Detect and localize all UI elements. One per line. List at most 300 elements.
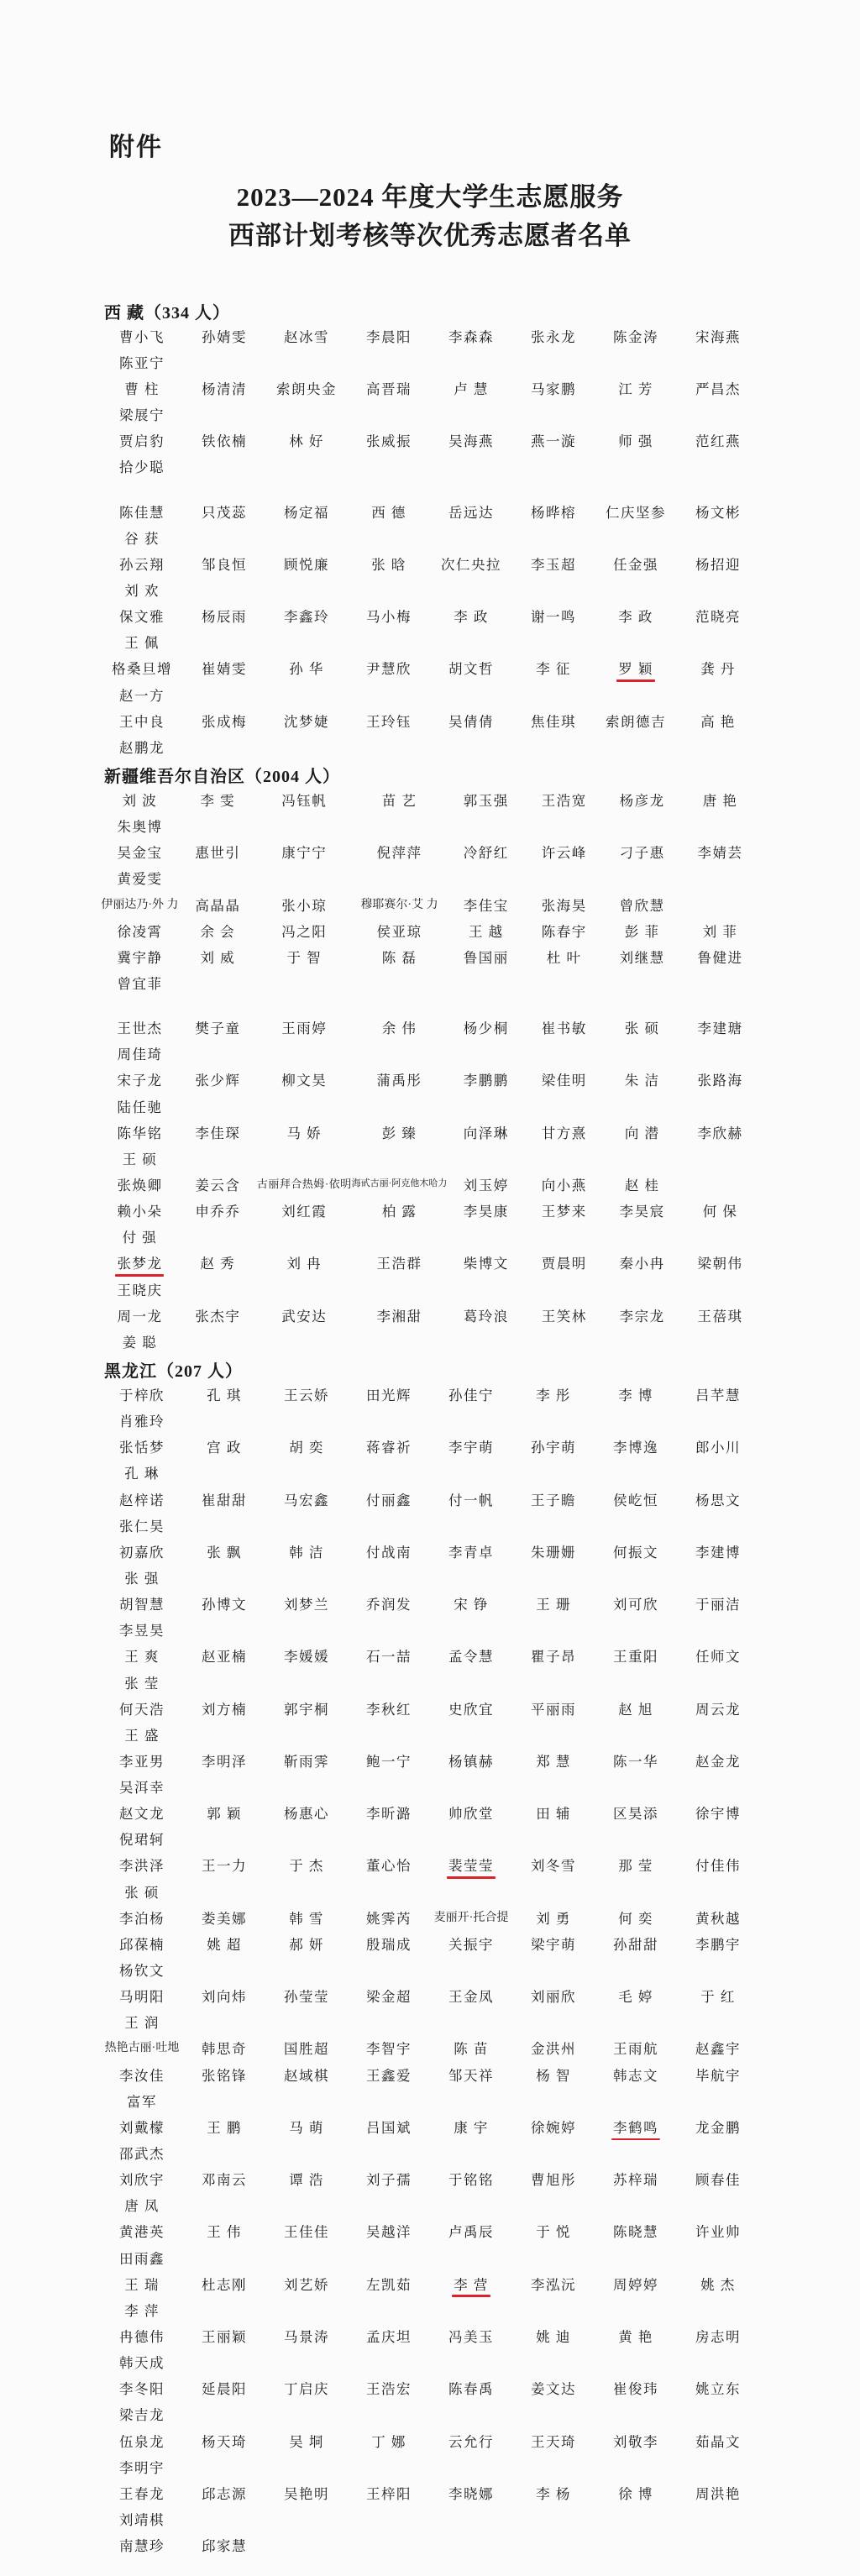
grid-spacer — [595, 1624, 677, 1640]
volunteer-name-text: 王天琦 — [531, 2433, 576, 2450]
volunteer-name — [430, 382, 512, 399]
grid-spacer — [681, 977, 759, 994]
grid-spacer — [265, 2408, 348, 2425]
volunteer-name-text: 梁吉龙 — [119, 2407, 165, 2424]
volunteer-name-text: 陈 磊 — [381, 949, 417, 966]
volunteer-name-text: 王笑林 — [541, 1308, 587, 1325]
volunteer-name — [525, 951, 603, 968]
volunteer-name-text: 孔 琳 — [124, 1466, 160, 1482]
grid-spacer — [348, 689, 430, 706]
volunteer-name — [430, 1912, 512, 1928]
volunteer-name — [595, 1493, 677, 1510]
volunteer-name — [525, 794, 603, 811]
volunteer-name-text: 李佳琛 — [195, 1125, 241, 1141]
grid-spacer — [525, 1100, 603, 1117]
grid-spacer — [512, 532, 595, 548]
volunteer-name — [183, 2121, 265, 2138]
volunteer-name-text: 吴海燕 — [448, 433, 494, 450]
volunteer-name-text: 高晶晶 — [195, 897, 241, 914]
grid-spacer — [430, 2408, 512, 2425]
volunteer-name — [101, 1309, 179, 1326]
volunteer-name-text: 古丽拜合热姆·依明 — [256, 1177, 352, 1190]
grid-spacer — [348, 2095, 430, 2112]
volunteer-name — [101, 1466, 183, 1483]
volunteer-name-text: 贾晨明 — [541, 1256, 587, 1272]
volunteer-name — [348, 1912, 430, 1928]
volunteer-name — [265, 2330, 348, 2347]
volunteer-name — [603, 1178, 681, 1195]
volunteer-name-text: 伍泉龙 — [119, 2433, 165, 2450]
volunteer-name — [101, 925, 179, 942]
volunteer-name-text: 张永龙 — [531, 328, 576, 345]
volunteer-name-text: 黄秋越 — [695, 1910, 741, 1927]
grid-spacer — [677, 2016, 759, 2033]
volunteer-name-text: 瞿子昂 — [531, 1649, 576, 1666]
grid-spacer — [595, 2513, 677, 2530]
grid-spacer — [183, 2199, 265, 2216]
volunteer-name-text: 赖小朵 — [117, 1204, 163, 1220]
grid-spacer — [595, 2147, 677, 2164]
volunteer-name-text: 谭 浩 — [289, 2172, 324, 2189]
volunteer-name-text: 于 杰 — [289, 1858, 324, 1875]
volunteer-name-text: 李洪泽 — [119, 1858, 165, 1875]
page-title-line-2: 西部计划考核等次优秀志愿者名单 — [228, 220, 632, 250]
grid-spacer — [677, 1964, 759, 1981]
volunteer-name — [101, 2539, 183, 2556]
name-grid — [101, 1388, 759, 2556]
grid-spacer — [447, 1283, 525, 1300]
volunteer-name — [430, 2278, 512, 2295]
grid-spacer — [348, 460, 430, 477]
grid-spacer — [348, 2252, 430, 2269]
volunteer-name-text: 李冬阳 — [119, 2381, 165, 2398]
grid-spacer — [681, 872, 759, 889]
grid-spacer — [352, 1047, 448, 1064]
volunteer-name-text: 李宗龙 — [619, 1308, 665, 1325]
volunteer-name — [101, 1152, 179, 1169]
volunteer-name — [183, 434, 265, 451]
volunteer-name — [183, 558, 265, 574]
grid-spacer — [265, 2095, 348, 2112]
volunteer-name-text: 李智宇 — [366, 2041, 412, 2058]
volunteer-name — [352, 846, 448, 863]
volunteer-name-text: 刘可欣 — [613, 1597, 658, 1613]
grid-spacer — [430, 408, 512, 425]
volunteer-name — [512, 434, 595, 451]
volunteer-name-text: 梁佳明 — [541, 1073, 587, 1089]
volunteer-name-text: 邹天祥 — [448, 2067, 494, 2084]
grid-spacer — [681, 1335, 759, 1352]
volunteer-name-text: 邱志源 — [202, 2485, 247, 2502]
volunteer-name — [348, 2173, 430, 2190]
volunteer-name — [512, 610, 595, 627]
grid-spacer — [595, 356, 677, 373]
grid-spacer — [677, 1571, 759, 1588]
volunteer-name-text: 李婧芸 — [697, 845, 743, 862]
grid-spacer — [447, 1100, 525, 1117]
volunteer-name — [352, 1178, 448, 1195]
name-grid — [101, 794, 759, 1352]
grid-spacer — [183, 2016, 265, 2033]
volunteer-name-text: 任金强 — [613, 556, 658, 573]
volunteer-name — [447, 846, 525, 863]
volunteer-name-text: 刘 勇 — [536, 1910, 571, 1927]
grid-spacer — [595, 460, 677, 477]
volunteer-name — [595, 1755, 677, 1771]
volunteer-name-text: 张 硕 — [624, 1020, 660, 1037]
volunteer-name-text: 于 红 — [700, 1989, 736, 2006]
grid-spacer — [447, 1230, 525, 1247]
grid-spacer — [681, 1178, 759, 1195]
volunteer-name — [101, 434, 183, 451]
volunteer-name — [179, 1073, 257, 1090]
volunteer-name-text: 云允行 — [448, 2433, 494, 2450]
volunteer-name — [677, 2278, 759, 2295]
volunteer-name-text: 陈晓慧 — [613, 2224, 658, 2241]
grid-spacer — [183, 1519, 265, 1536]
volunteer-name-text: 苏梓瑞 — [613, 2172, 658, 2189]
grid-spacer — [265, 1729, 348, 1745]
volunteer-name — [101, 1859, 183, 1876]
grid-spacer — [352, 872, 448, 889]
volunteer-name — [101, 2408, 183, 2425]
volunteer-name-text: 杨招迎 — [695, 556, 741, 573]
volunteer-name — [352, 1126, 448, 1143]
volunteer-name-text: 于梓欣 — [119, 1387, 165, 1403]
volunteer-name — [265, 2042, 348, 2059]
volunteer-name — [348, 1938, 430, 1954]
volunteer-name-text: 李鹏宇 — [695, 1936, 741, 1953]
volunteer-name-text: 孙佳宁 — [448, 1387, 494, 1403]
grid-spacer — [595, 2408, 677, 2425]
volunteer-name-text: 于 悦 — [536, 2224, 571, 2241]
volunteer-name — [101, 610, 183, 627]
grid-spacer — [430, 460, 512, 477]
grid-spacer — [348, 2513, 430, 2530]
grid-spacer — [183, 689, 265, 706]
grid-spacer — [595, 2199, 677, 2216]
volunteer-name-text: 李昊宸 — [619, 1204, 665, 1220]
volunteer-name — [595, 2225, 677, 2242]
volunteer-name — [525, 1309, 603, 1326]
volunteer-name-text: 富军 — [127, 2093, 157, 2110]
region-block — [101, 763, 759, 1352]
grid-spacer — [595, 1729, 677, 1745]
volunteer-name — [603, 794, 681, 811]
volunteer-name-text: 倪珺轲 — [119, 1832, 165, 1849]
volunteer-name — [430, 1702, 512, 1719]
grid-spacer — [352, 1283, 448, 1300]
volunteer-name-text: 梁金超 — [366, 1989, 412, 2006]
volunteer-name — [101, 1781, 183, 1797]
volunteer-name-text: 张 飘 — [207, 1544, 242, 1561]
volunteer-name-text: 冀宇静 — [117, 949, 163, 966]
volunteer-name — [512, 662, 595, 679]
grid-spacer — [512, 1466, 595, 1483]
volunteer-name-text: 韩天成 — [119, 2355, 165, 2372]
volunteer-name-text: 李 政 — [618, 609, 653, 626]
volunteer-name — [525, 1257, 603, 1273]
volunteer-name — [183, 2330, 265, 2347]
volunteer-name — [603, 1126, 681, 1143]
volunteer-name-text: 李 雯 — [200, 793, 236, 809]
volunteer-name — [595, 2382, 677, 2399]
volunteer-name — [101, 689, 183, 706]
volunteer-name-text: 张焕卿 — [117, 1177, 163, 1194]
grid-spacer — [430, 1466, 512, 1483]
grid-spacer — [512, 2513, 595, 2530]
volunteer-name-text: 张小琼 — [281, 897, 328, 914]
volunteer-name-text: 王佳佳 — [284, 2224, 329, 2241]
grid-spacer — [430, 2539, 512, 2556]
volunteer-name — [265, 2382, 348, 2399]
volunteer-name-text: 张 莹 — [124, 1675, 160, 1692]
volunteer-name — [430, 2382, 512, 2399]
volunteer-name-text: 蒋睿祈 — [366, 1440, 412, 1456]
volunteer-name — [183, 610, 265, 627]
volunteer-name-text: 马宏鑫 — [284, 1492, 329, 1508]
grid-spacer — [183, 2356, 265, 2373]
grid-spacer — [512, 1414, 595, 1431]
grid-spacer — [183, 2304, 265, 2321]
volunteer-name — [681, 1126, 759, 1143]
volunteer-name — [348, 2435, 430, 2452]
volunteer-name — [101, 2435, 183, 2452]
volunteer-name — [430, 1807, 512, 1823]
volunteer-name-text: 林 好 — [289, 433, 324, 450]
grid-spacer — [265, 1781, 348, 1797]
volunteer-name-text: 赵金龙 — [695, 1753, 741, 1770]
volunteer-name-text: 刘丽欣 — [531, 1989, 576, 2006]
volunteer-name — [677, 1755, 759, 1771]
volunteer-name — [512, 1938, 595, 1954]
volunteer-name-text: 国胜超 — [284, 2041, 329, 2058]
volunteer-name-text: 刘 欢 — [124, 583, 160, 600]
row-spacer — [101, 487, 759, 496]
volunteer-name — [525, 899, 603, 916]
volunteer-name-text: 曹旭彤 — [531, 2172, 576, 2189]
volunteer-name — [677, 1912, 759, 1928]
grid-spacer — [681, 1152, 759, 1169]
grid-spacer — [603, 1047, 681, 1064]
region-heading: 黑龙江（207 人） — [104, 1361, 243, 1381]
volunteer-name-text: 李泓沅 — [531, 2276, 576, 2293]
grid-spacer — [348, 1571, 430, 1588]
volunteer-name-text: 李森森 — [448, 328, 494, 345]
volunteer-name — [265, 506, 348, 522]
volunteer-name-text: 赵亚楠 — [202, 1649, 247, 1666]
volunteer-name — [101, 506, 183, 522]
volunteer-name-text: 宋 铮 — [454, 1597, 489, 1613]
volunteer-name-text: 陈一华 — [613, 1753, 658, 1770]
volunteer-name-text: 孙婧雯 — [202, 328, 247, 345]
volunteer-name — [179, 794, 257, 811]
volunteer-name — [183, 1912, 265, 1928]
volunteer-name — [265, 610, 348, 627]
volunteer-name-text: 朱珊姗 — [531, 1544, 576, 1561]
grid-spacer — [677, 532, 759, 548]
grid-spacer — [183, 1729, 265, 1745]
volunteer-name — [595, 715, 677, 732]
volunteer-name — [512, 2278, 595, 2295]
volunteer-name-text: 杜志刚 — [202, 2276, 247, 2293]
volunteer-name-text: 刘 威 — [200, 949, 236, 966]
volunteer-name — [348, 506, 430, 522]
volunteer-name-text: 王 鹏 — [207, 2119, 242, 2136]
volunteer-name — [512, 2069, 595, 2085]
volunteer-name-text: 邓南云 — [202, 2172, 247, 2189]
grid-spacer — [595, 741, 677, 758]
grid-spacer — [681, 1047, 759, 1064]
volunteer-name — [352, 899, 448, 916]
grid-spacer — [183, 408, 265, 425]
volunteer-name-text: 只茂蕊 — [202, 504, 247, 521]
volunteer-name-text: 刘冬雪 — [531, 1858, 576, 1875]
grid-spacer — [677, 2199, 759, 2216]
volunteer-name — [179, 846, 257, 863]
volunteer-name-text: 马景涛 — [284, 2329, 329, 2346]
volunteer-name-text: 李湘甜 — [376, 1308, 422, 1325]
volunteer-name — [348, 434, 430, 451]
volunteer-name-text: 武安达 — [281, 1308, 328, 1325]
volunteer-name — [677, 2435, 759, 2452]
volunteer-name — [447, 951, 525, 968]
volunteer-name — [179, 1309, 257, 1326]
volunteer-name — [677, 1702, 759, 1719]
volunteer-name — [430, 330, 512, 347]
grid-spacer — [352, 1152, 448, 1169]
volunteer-name — [595, 2435, 677, 2452]
volunteer-name-text: 龙金鹏 — [695, 2119, 741, 2136]
volunteer-name-text: 吴金宝 — [117, 845, 163, 862]
volunteer-name-text: 陈 苗 — [454, 2041, 489, 2058]
grid-spacer — [512, 1886, 595, 1902]
volunteer-name-text: 王一力 — [202, 1858, 247, 1875]
volunteer-name-text: 王蓓琪 — [697, 1308, 743, 1325]
volunteer-name-text: 那 莹 — [618, 1858, 653, 1875]
volunteer-name-text: 马家鹏 — [531, 381, 576, 398]
volunteer-name-text: 姜文达 — [531, 2381, 576, 2398]
volunteer-name — [101, 1964, 183, 1981]
grid-spacer — [603, 1335, 681, 1352]
volunteer-name — [265, 558, 348, 574]
volunteer-name — [512, 1912, 595, 1928]
grid-spacer — [348, 1729, 430, 1745]
volunteer-name-text: 丁启庆 — [284, 2381, 329, 2398]
volunteer-name — [101, 558, 183, 574]
grid-spacer — [183, 1571, 265, 1588]
grid-spacer — [183, 2252, 265, 2269]
volunteer-name — [101, 1388, 183, 1405]
volunteer-name — [179, 951, 257, 968]
grid-spacer — [265, 356, 348, 373]
grid-spacer — [430, 2304, 512, 2321]
volunteer-name — [101, 2304, 183, 2321]
grid-spacer — [677, 1466, 759, 1483]
volunteer-name — [512, 2121, 595, 2138]
grid-spacer — [179, 1100, 257, 1117]
volunteer-name — [265, 662, 348, 679]
volunteer-name-text: 李明泽 — [202, 1753, 247, 1770]
volunteer-name-text: 王浩宽 — [541, 793, 587, 809]
volunteer-name — [677, 2173, 759, 2190]
volunteer-name-text: 王子瞻 — [531, 1492, 576, 1508]
volunteer-name — [101, 2095, 183, 2112]
volunteer-name — [101, 794, 179, 811]
grid-spacer — [183, 741, 265, 758]
grid-spacer — [430, 636, 512, 653]
volunteer-name — [101, 382, 183, 399]
volunteer-name-text: 李汝佳 — [119, 2067, 165, 2084]
volunteer-name-text: 张梦龙 — [117, 1257, 162, 1273]
volunteer-name — [183, 2278, 265, 2295]
volunteer-name-text: 石一喆 — [366, 1649, 412, 1666]
grid-spacer — [512, 2199, 595, 2216]
grid-spacer — [352, 1230, 448, 1247]
grid-spacer — [348, 2304, 430, 2321]
volunteer-name-text: 索朗央金 — [276, 381, 337, 398]
volunteer-name — [265, 1807, 348, 1823]
volunteer-name-text: 刘红霞 — [281, 1204, 328, 1220]
volunteer-name-text: 房志明 — [695, 2329, 741, 2346]
volunteer-name-text: 赵鑫宇 — [695, 2041, 741, 2058]
volunteer-name-text: 郭宇桐 — [284, 1701, 329, 1718]
volunteer-name-text: 吴洱幸 — [119, 1780, 165, 1797]
grid-spacer — [603, 872, 681, 889]
grid-spacer — [447, 1152, 525, 1169]
volunteer-name — [512, 2487, 595, 2504]
volunteer-name — [512, 1440, 595, 1457]
volunteer-name — [447, 1021, 525, 1038]
volunteer-name — [183, 1598, 265, 1614]
volunteer-name-text: 葛玲浪 — [463, 1308, 509, 1325]
volunteer-name-text: 高晋瑞 — [366, 381, 412, 398]
grid-spacer — [179, 1047, 257, 1064]
volunteer-name-text: 冉德伟 — [119, 2329, 165, 2346]
grid-spacer — [179, 872, 257, 889]
volunteer-name — [603, 1309, 681, 1326]
volunteer-name-text: 周洪艳 — [695, 2485, 741, 2502]
volunteer-name — [101, 356, 183, 373]
volunteer-name-text: 唐 凤 — [124, 2198, 160, 2215]
grid-spacer — [430, 2095, 512, 2112]
volunteer-name — [101, 1047, 179, 1064]
grid-spacer — [265, 2513, 348, 2530]
volunteer-name — [595, 1990, 677, 2007]
volunteer-name-text: 申乔乔 — [195, 1204, 241, 1220]
grid-spacer — [183, 2147, 265, 2164]
volunteer-name-text: 向 潜 — [624, 1125, 660, 1141]
volunteer-name-text: 尹慧欣 — [366, 661, 412, 678]
volunteer-name — [348, 610, 430, 627]
volunteer-name-text: 杨文彬 — [695, 504, 741, 521]
grid-spacer — [183, 1886, 265, 1902]
grid-spacer — [677, 1624, 759, 1640]
volunteer-name-text: 范红燕 — [695, 433, 741, 450]
volunteer-name — [595, 2042, 677, 2059]
grid-spacer — [595, 2356, 677, 2373]
grid-spacer — [348, 1466, 430, 1483]
volunteer-name-text: 初嘉欣 — [119, 1544, 165, 1561]
volunteer-name — [179, 1257, 257, 1273]
volunteer-name — [681, 846, 759, 863]
volunteer-name — [265, 1755, 348, 1771]
volunteer-name-text: 李 萍 — [124, 2302, 160, 2319]
volunteer-name-text: 杨少桐 — [463, 1020, 509, 1037]
grid-spacer — [525, 1335, 603, 1352]
volunteer-name — [101, 636, 183, 653]
volunteer-name — [595, 382, 677, 399]
